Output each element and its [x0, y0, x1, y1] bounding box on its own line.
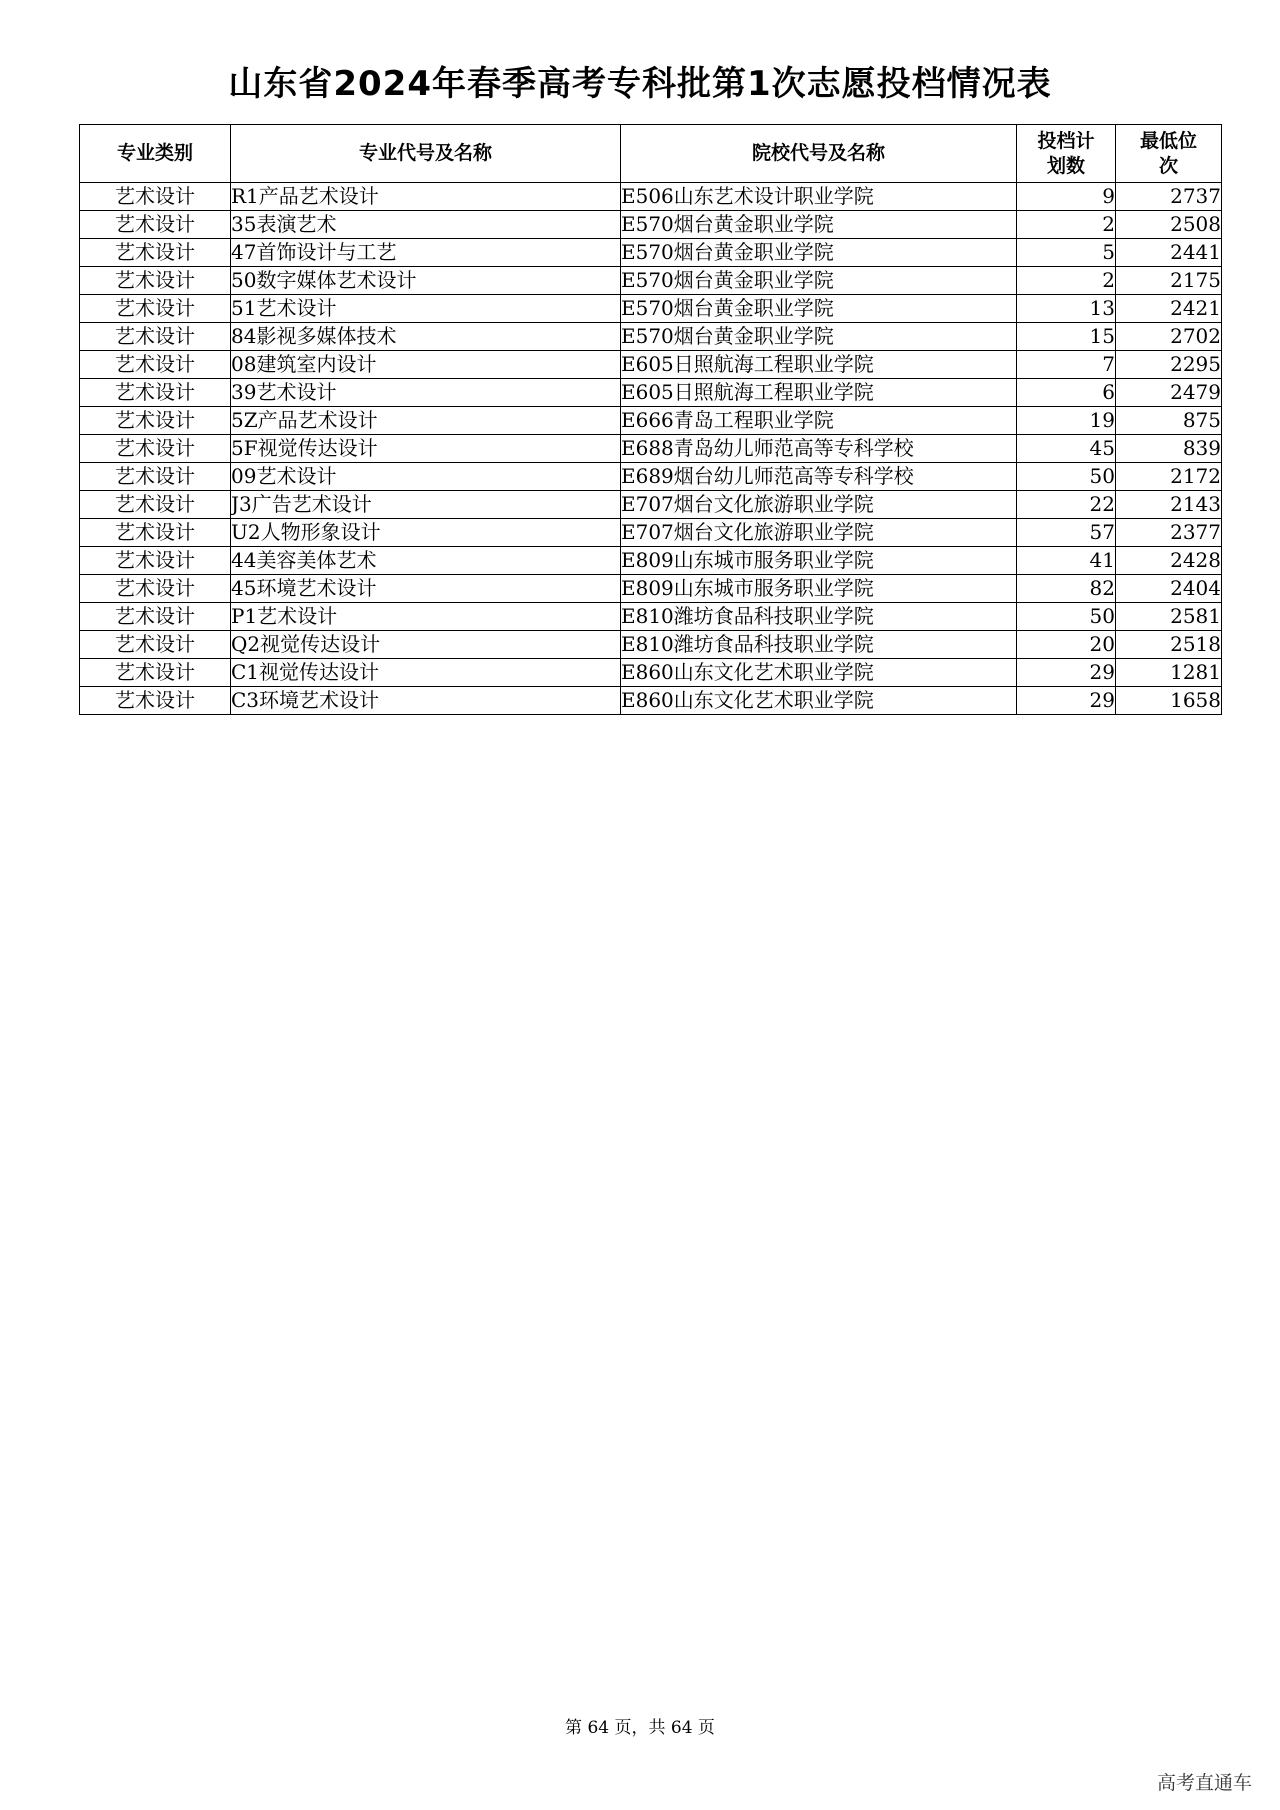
admission-table: [79, 124, 1222, 715]
cell-plan-count: 45: [1017, 435, 1116, 463]
cell-min-rank: 1658: [1116, 687, 1222, 715]
cell-school: E666青岛工程职业学院: [621, 407, 1017, 435]
table-row: [80, 463, 1222, 491]
cell-major: U2人物形象设计: [231, 519, 621, 547]
cell-school: E810潍坊食品科技职业学院: [621, 631, 1017, 659]
table-row: [80, 379, 1222, 407]
cell-school: E688青岛幼儿师范高等专科学校: [621, 435, 1017, 463]
cell-plan-count: 29: [1017, 687, 1116, 715]
cell-major: J3广告艺术设计: [231, 491, 621, 519]
page-footer: 第 64 页，共 64 页: [565, 1718, 715, 1738]
cell-major: 35表演艺术: [231, 211, 621, 239]
table-row: [80, 183, 1222, 211]
cell-min-rank: 2175: [1116, 267, 1222, 295]
table-header: [80, 125, 1222, 183]
table-row: [80, 407, 1222, 435]
cell-school: E689烟台幼儿师范高等专科学校: [621, 463, 1017, 491]
cell-major: C1视觉传达设计: [231, 659, 621, 687]
cell-category: 艺术设计: [80, 351, 231, 379]
cell-min-rank: 2143: [1116, 491, 1222, 519]
cell-category: 艺术设计: [80, 295, 231, 323]
cell-min-rank: 2295: [1116, 351, 1222, 379]
cell-category: 艺术设计: [80, 659, 231, 687]
cell-plan-count: 7: [1017, 351, 1116, 379]
cell-school: E809山东城市服务职业学院: [621, 575, 1017, 603]
cell-min-rank: 2428: [1116, 547, 1222, 575]
table-row: [80, 603, 1222, 631]
cell-plan-count: 20: [1017, 631, 1116, 659]
cell-school: E570烟台黄金职业学院: [621, 211, 1017, 239]
cell-min-rank: 2581: [1116, 603, 1222, 631]
cell-category: 艺术设计: [80, 267, 231, 295]
cell-min-rank: 875: [1116, 407, 1222, 435]
header-category: 专业类别: [80, 125, 231, 183]
cell-min-rank: 2441: [1116, 239, 1222, 267]
cell-major: 51艺术设计: [231, 295, 621, 323]
cell-school: E707烟台文化旅游职业学院: [621, 519, 1017, 547]
cell-major: 84影视多媒体技术: [231, 323, 621, 351]
cell-school: E707烟台文化旅游职业学院: [621, 491, 1017, 519]
cell-major: 5Z产品艺术设计: [231, 407, 621, 435]
cell-min-rank: 839: [1116, 435, 1222, 463]
cell-school: E570烟台黄金职业学院: [621, 295, 1017, 323]
cell-school: E570烟台黄金职业学院: [621, 267, 1017, 295]
header-plan-line1: 投档计: [1037, 129, 1095, 152]
table-row: [80, 351, 1222, 379]
cell-school: E605日照航海工程职业学院: [621, 379, 1017, 407]
header-plan-line2: 划数: [1046, 154, 1085, 177]
header-rank-line2: 次: [1158, 154, 1178, 177]
table-row: [80, 267, 1222, 295]
table-row: [80, 687, 1222, 715]
header-rank-line1: 最低位: [1139, 129, 1197, 152]
cell-plan-count: 82: [1017, 575, 1116, 603]
table-row: [80, 323, 1222, 351]
table-row: [80, 239, 1222, 267]
cell-plan-count: 41: [1017, 547, 1116, 575]
cell-category: 艺术设计: [80, 211, 231, 239]
cell-plan-count: 50: [1017, 603, 1116, 631]
cell-category: 艺术设计: [80, 519, 231, 547]
table-row: [80, 435, 1222, 463]
cell-school: E809山东城市服务职业学院: [621, 547, 1017, 575]
cell-category: 艺术设计: [80, 631, 231, 659]
page-title: 山东省2024年春季高考专科批第1次志愿投档情况表: [228, 64, 1052, 104]
cell-min-rank: 2377: [1116, 519, 1222, 547]
cell-major: 47首饰设计与工艺: [231, 239, 621, 267]
cell-major: 08建筑室内设计: [231, 351, 621, 379]
cell-category: 艺术设计: [80, 575, 231, 603]
table-row: [80, 575, 1222, 603]
cell-major: 44美容美体艺术: [231, 547, 621, 575]
table-row: [80, 659, 1222, 687]
cell-category: 艺术设计: [80, 379, 231, 407]
cell-plan-count: 19: [1017, 407, 1116, 435]
cell-school: E570烟台黄金职业学院: [621, 239, 1017, 267]
cell-min-rank: 2518: [1116, 631, 1222, 659]
cell-plan-count: 2: [1017, 211, 1116, 239]
table-row: [80, 519, 1222, 547]
cell-category: 艺术设计: [80, 183, 231, 211]
cell-category: 艺术设计: [80, 435, 231, 463]
cell-min-rank: 2404: [1116, 575, 1222, 603]
table-row: [80, 491, 1222, 519]
cell-category: 艺术设计: [80, 687, 231, 715]
cell-category: 艺术设计: [80, 491, 231, 519]
cell-major: 45环境艺术设计: [231, 575, 621, 603]
cell-plan-count: 29: [1017, 659, 1116, 687]
cell-major: 50数字媒体艺术设计: [231, 267, 621, 295]
header-school: 院校代号及名称: [621, 125, 1017, 183]
cell-plan-count: 50: [1017, 463, 1116, 491]
cell-school: E605日照航海工程职业学院: [621, 351, 1017, 379]
cell-plan-count: 2: [1017, 267, 1116, 295]
cell-school: E860山东文化艺术职业学院: [621, 659, 1017, 687]
cell-category: 艺术设计: [80, 239, 231, 267]
cell-plan-count: 15: [1017, 323, 1116, 351]
cell-min-rank: 2172: [1116, 463, 1222, 491]
cell-major: 09艺术设计: [231, 463, 621, 491]
cell-category: 艺术设计: [80, 603, 231, 631]
cell-category: 艺术设计: [80, 463, 231, 491]
cell-plan-count: 9: [1017, 183, 1116, 211]
table-body: [80, 183, 1222, 715]
cell-major: Q2视觉传达设计: [231, 631, 621, 659]
cell-category: 艺术设计: [80, 407, 231, 435]
cell-min-rank: 1281: [1116, 659, 1222, 687]
cell-major: P1艺术设计: [231, 603, 621, 631]
cell-school: E506山东艺术设计职业学院: [621, 183, 1017, 211]
header-row: [80, 125, 1222, 183]
cell-min-rank: 2479: [1116, 379, 1222, 407]
cell-major: 5F视觉传达设计: [231, 435, 621, 463]
cell-major: C3环境艺术设计: [231, 687, 621, 715]
header-plan-count: [1017, 125, 1116, 183]
table-row: [80, 295, 1222, 323]
cell-plan-count: 5: [1017, 239, 1116, 267]
cell-min-rank: 2421: [1116, 295, 1222, 323]
cell-plan-count: 6: [1017, 379, 1116, 407]
header-min-rank: [1116, 125, 1222, 183]
cell-min-rank: 2702: [1116, 323, 1222, 351]
table-row: [80, 547, 1222, 575]
cell-min-rank: 2737: [1116, 183, 1222, 211]
cell-category: 艺术设计: [80, 547, 231, 575]
cell-plan-count: 57: [1017, 519, 1116, 547]
watermark: 高考直通车: [1156, 1772, 1252, 1794]
table-row: [80, 211, 1222, 239]
cell-school: E860山东文化艺术职业学院: [621, 687, 1017, 715]
table-row: [80, 631, 1222, 659]
cell-plan-count: 13: [1017, 295, 1116, 323]
header-major: 专业代号及名称: [231, 125, 621, 183]
cell-school: E810潍坊食品科技职业学院: [621, 603, 1017, 631]
cell-min-rank: 2508: [1116, 211, 1222, 239]
cell-plan-count: 22: [1017, 491, 1116, 519]
cell-category: 艺术设计: [80, 323, 231, 351]
cell-major: 39艺术设计: [231, 379, 621, 407]
cell-school: E570烟台黄金职业学院: [621, 323, 1017, 351]
cell-major: R1产品艺术设计: [231, 183, 621, 211]
